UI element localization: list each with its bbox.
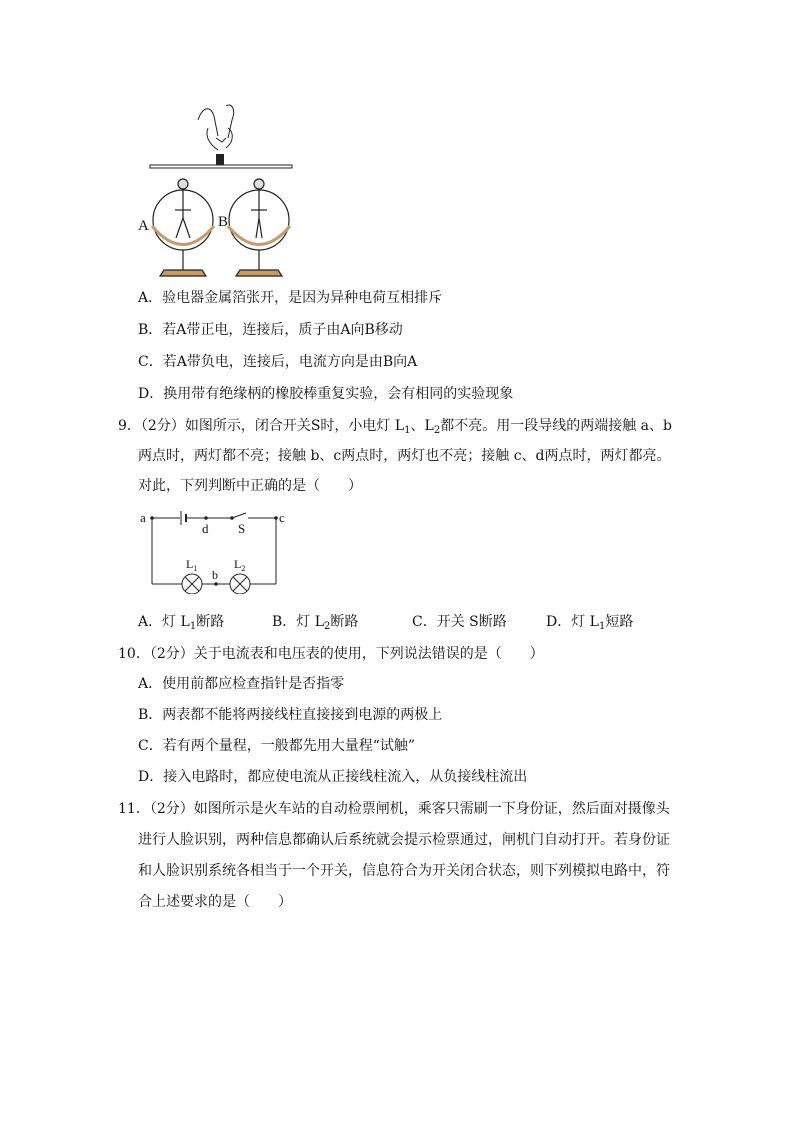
label-l1: $L_1$: [186, 557, 198, 573]
electroscope-b: [228, 179, 290, 276]
q10-option-c: C．若有两个量程，一般都先用大量程“试触”: [138, 738, 416, 754]
q11-stem-line2: 进行人脸识别，两种信息都确认后系统就会提示检票通过，闸机门自动打开。若身份证: [138, 832, 670, 848]
hand-icon: [198, 105, 234, 150]
q8-option-c: C．若A带负电，连接后，电流方向是由B向A: [138, 354, 418, 370]
electroscope-a: [152, 179, 214, 276]
q9-stem-line3: 对此，下列判断中正确的是（ ）: [138, 478, 362, 494]
switch-lever: [232, 513, 246, 518]
label-s: S: [238, 521, 246, 536]
q9-option-b: B．灯 $L_2$断路: [272, 614, 359, 632]
q10-option-b: B．两表都不能将两接线柱直接接到电源的两极上: [138, 707, 443, 723]
lamp-l2-icon: [230, 574, 250, 594]
q9-option-d: D．灯 $L_1$短路: [546, 614, 634, 632]
metal-rod: [150, 165, 292, 168]
q10-stem: 10．（2分）关于电流表和电压表的使用，下列说法错误的是（ ）: [118, 646, 544, 662]
q8-option-d: D．换用带有绝缘柄的橡胶棒重复实验，会有相同的实验现象: [138, 386, 514, 402]
q9-option-c: C．开关 S断路: [412, 614, 507, 630]
label-l2: $L_2$: [234, 557, 246, 573]
rod-holder: [216, 154, 224, 166]
q8-option-b: B．若A带正电，连接后，质子由A向B移动: [138, 322, 403, 338]
label-a: a: [140, 510, 146, 525]
label-c: c: [279, 510, 285, 525]
label-b: B: [218, 214, 229, 230]
electroscope-figure: [130, 98, 310, 283]
circuit-figure: [136, 506, 296, 594]
label-a: A: [138, 218, 149, 234]
lamp-l1-icon: [182, 574, 202, 594]
q11-stem-line4: 合上述要求的是（ ）: [138, 894, 292, 910]
label-b: b: [212, 568, 218, 582]
q11-stem-line1: 11．（2分）如图所示是火车站的自动检票闸机，乘客只需刷一下身份证，然后面对摄像头: [118, 801, 670, 817]
q9-stem-line2: 两点时，两灯都不亮；接触 b、c两点时，两灯也不亮；接触 c、d两点时，两灯都亮。: [138, 448, 671, 464]
label-d: d: [202, 521, 209, 536]
q10-option-a: A．使用前都应检查指针是否指零: [138, 676, 345, 692]
q10-option-d: D．接入电路时，都应使电流从正接线柱流入，从负接线柱流出: [138, 769, 528, 785]
q9-stem-line1: 9．（2分）如图所示，闭合开关S时，小电灯 $L_1$、$L_2$都不亮。用一段导线的两端接触 a、b: [118, 418, 672, 436]
q9-option-a: A．灯 $L_1$断路: [138, 614, 225, 632]
q11-stem-line3: 和人脸识别系统各相当于一个开关，信息符合为开关闭合状态，则下列模拟电路中，符: [138, 863, 670, 879]
q8-option-a: A．验电器金属箔张开，是因为异种电荷互相排斥: [138, 290, 443, 306]
